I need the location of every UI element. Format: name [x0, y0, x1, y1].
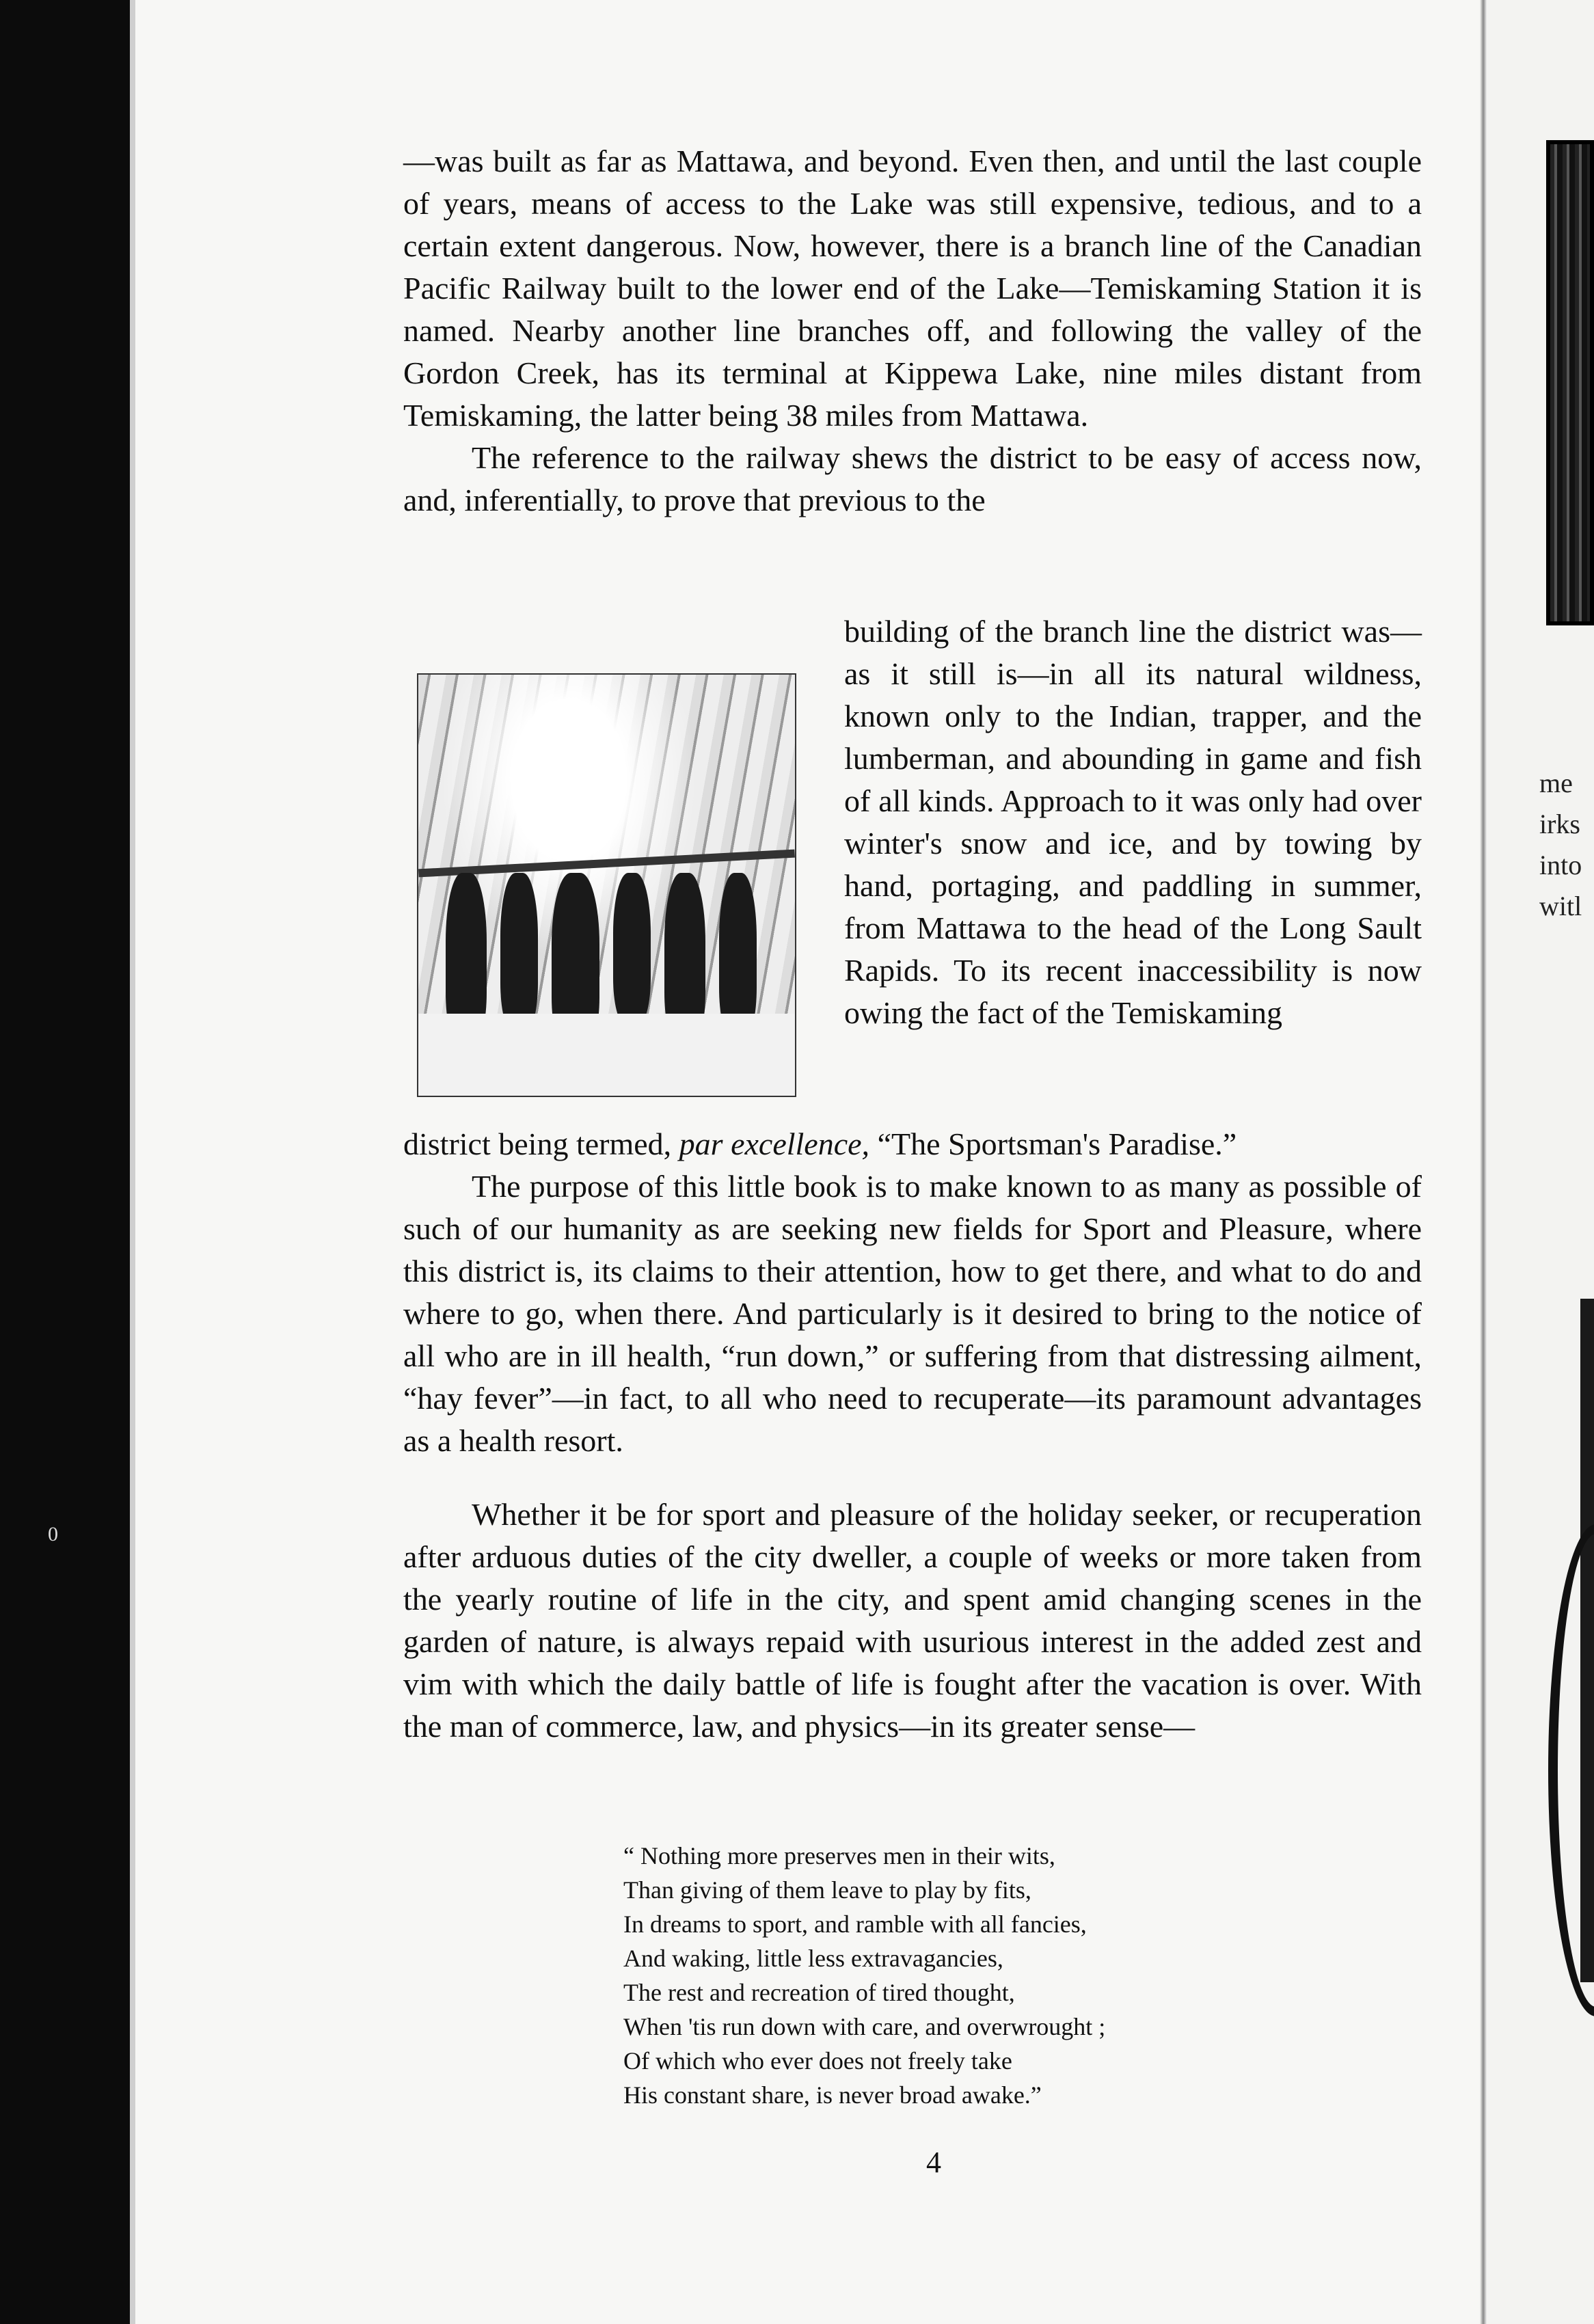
paragraph-railway: —was built as far as Mattawa, and beyond. Even then, and until the last couple of years, means of access to the Lake was still expensive, tedious, and to a certain extent dangerous. Now, however, there is a branch line of the Canadian Pacific Railway built to the lower end of the Lake—Temiskaming Station it is named. Nearby another line branches off, and following the valley of the Gordon Creek, has its terminal at Kippewa Lake, nine miles distant from Temiskaming, the latter being 38 miles from Mattawa. The reference to the railway shews the district to be easy of access now, and, inferentially, to prove that previous to the — [403, 144, 1422, 517]
paragraph-purpose: The purpose of this little book is to make known to as many as possible of such of our humanity as are seeking new fields for Sport and Pleasure, where this district is, its claims to their attention, how to get there, and what to do and where to go, when there. And particularly is it desired to bring to the notice of all who are in ill health, “run down,” or suffering from that distressing ailment, “hay fever”—in fact, to all who need to recuperate—its paramount advantages as a health resort. — [403, 1169, 1422, 1458]
page-fold — [1480, 0, 1487, 2324]
page-number: 4 — [926, 2146, 941, 2179]
verse-quote: “ Nothing more preserves men in their wits, Than giving of them leave to play by fits, In dreams to sport, and ramble with all fancies, And waking, little less extravagancies, The rest and recreation of tired thought, When 'tis run down with care, and overwrought ; Of which who ever does not freely take His constant share, is never broad awake.” — [623, 1842, 1106, 2109]
game-hanging-photo — [417, 673, 796, 1097]
adjacent-photo — [1546, 140, 1594, 625]
paragraph-holiday: Whether it be for sport and pleasure of the holiday seeker, or recuperation after arduous duties of the city dweller, a couple of weeks or more taken from the yearly routine of life in the city, and spent amid changing scenes in the garden of nature, is always repaid with usurious interest in the added zest and vim with which the daily battle of life is fought after the vacation is over. With the man of commerce, law, and physics—in its greater sense— — [403, 1497, 1422, 1744]
scan-left-margin — [0, 0, 130, 2324]
paragraph-paradise: district being termed, par excellence, “The Sportsman's Paradise.” — [403, 1126, 1237, 1161]
adjacent-text-fragment: into — [1539, 850, 1582, 880]
adjacent-text-fragment: witl — [1539, 891, 1582, 921]
paragraph-wildness: building of the branch line the district was—as it still is—in all its natural wildness, known only to the Indian, trapper, and the lumberman, and abounding in game and fish of all kinds. Approach to it was only had over winter's snow and ice, and by towing by hand, portaging, and paddling in summer, from Mattawa to the head of the Long Sault Rapids. To its recent inaccessibility is now owing the fact of the Temiskaming — [844, 614, 1422, 1030]
margin-mark: 0 — [48, 1523, 58, 1545]
adjacent-text-fragment: me — [1539, 768, 1573, 798]
adjacent-text-fragment: irks — [1539, 809, 1580, 839]
